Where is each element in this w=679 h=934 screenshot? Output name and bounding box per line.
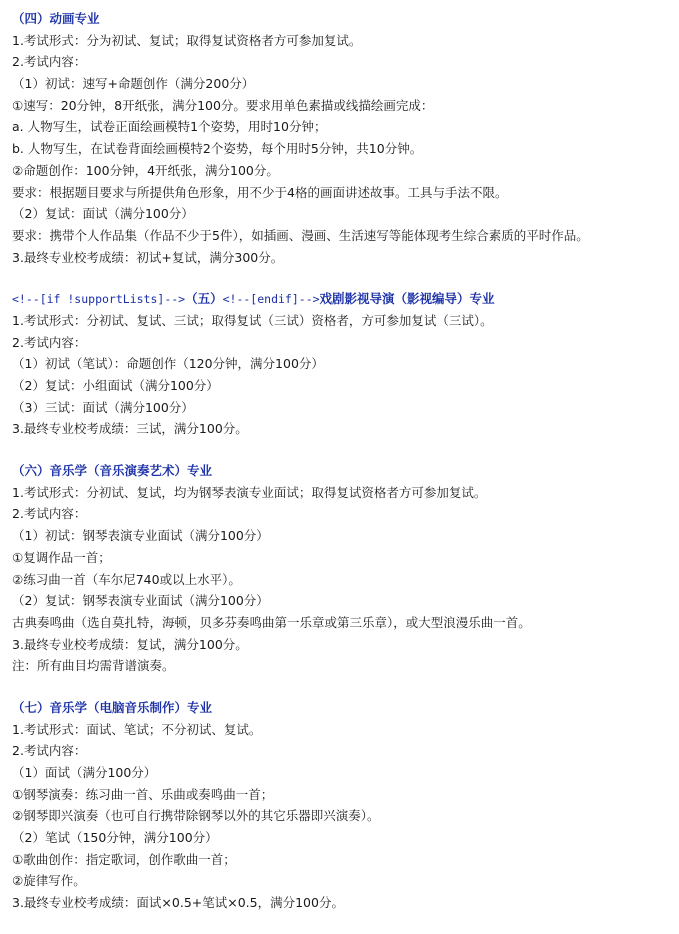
paragraph-line: （1）初试（笔试）：命题创作（120分钟，满分100分） — [12, 356, 324, 372]
paragraph-line: （2）笔试（150分钟，满分100分） — [12, 830, 218, 846]
paragraph-line: a. 人物写生，试卷正面绘画模特1个姿势，用时10分钟； — [12, 119, 327, 135]
section-heading-animation: （四）动画专业 — [12, 11, 100, 26]
paragraph-line: ②旋律写作。 — [12, 873, 86, 889]
paragraph-line: 3.最终专业校考成绩：复试，满分100分。 — [12, 636, 248, 652]
section-heading-music-performance: （六）音乐学（音乐演奏艺术）专业 — [12, 463, 213, 479]
section-heading-directing — [0, 288, 679, 310]
paragraph-line: b. 人物写生，在试卷背面绘画模特2个姿势，每个用时5分钟，共10分钟。 — [12, 141, 423, 157]
heading-number: （五） — [185, 291, 223, 307]
paragraph-line: 要求：根据题目要求与所提供角色形象，用不少于4格的画面讲述故事。工具与手法不限。 — [12, 184, 508, 200]
paragraph-line: 2.考试内容： — [12, 334, 87, 350]
paragraph-line: 1.考试形式：分为初试、复试；取得复试资格者方可参加复试。 — [12, 32, 362, 48]
heading-code-fragment: <!--[if !supportLists]--> — [12, 292, 186, 307]
paragraph-line: 2.考试内容： — [12, 743, 87, 759]
paragraph-line: 1.考试形式：分初试、复试、三试；取得复试（三试）资格者，方可参加复试（三试）。 — [12, 312, 493, 328]
paragraph-line: 要求：携带个人作品集（作品不少于5件），如插画、漫画、生活速写等能体现考生综合素质的平时作品。 — [12, 227, 589, 243]
paragraph-line: ①复调作品一首； — [12, 549, 111, 565]
paragraph-line: （1）面试（满分100分） — [12, 765, 157, 780]
paragraph-line: ②练习曲一首（车尔尼740或以上水平）。 — [12, 571, 241, 587]
paragraph-line: ①钢琴演奏：练习曲一首、乐曲或奏鸣曲一首； — [12, 786, 274, 802]
paragraph-line: （1）初试：钢琴表演专业面试（满分100分） — [12, 528, 269, 544]
paragraph-line: ②命题创作：100分钟，4开纸张，满分100分。 — [12, 162, 279, 178]
paragraph-spacer — [0, 440, 679, 460]
paragraph-line: （2）复试：面试（满分100分） — [12, 206, 194, 222]
paragraph-line: 3.最终专业校考成绩：面试×0.5+笔试×0.5，满分100分。 — [12, 895, 344, 911]
heading-text: 戏剧影视导演（影视编导）专业 — [319, 291, 495, 307]
paragraph-line: 2.考试内容： — [12, 506, 87, 522]
paragraph-line: 3.最终专业校考成绩：初试+复试，满分300分。 — [12, 249, 284, 265]
paragraph-line: 1.考试形式：分初试、复试，均为钢琴表演专业面试；取得复试资格者方可参加复试。 — [12, 484, 487, 500]
paragraph-line: 1.考试形式：面试、笔试；不分初试、复试。 — [12, 721, 262, 737]
paragraph-line: （3）三试：面试（满分100分） — [12, 399, 194, 415]
paragraph-line: （2）复试：钢琴表演专业面试（满分100分） — [12, 593, 269, 609]
paragraph-line: 古典奏鸣曲（选自莫扎特，海顿，贝多芬奏鸣曲第一乐章或第三乐章），或大型浪漫乐曲一首。 — [12, 614, 531, 630]
paragraph-line: 3.最终专业校考成绩：三试，满分100分。 — [12, 421, 248, 437]
paragraph-spacer — [0, 677, 679, 697]
paragraph-line: 2.考试内容： — [12, 54, 87, 70]
paragraph-line: （2）复试：小组面试（满分100分） — [12, 378, 219, 393]
section-heading-computer-music: （七）音乐学（电脑音乐制作）专业 — [12, 699, 213, 715]
paragraph-line: （1）初试：速写+命题创作（满分200分） — [12, 76, 255, 92]
paragraph-line: ②钢琴即兴演奏（也可自行携带除钢琴以外的其它乐器即兴演奏）。 — [12, 808, 380, 824]
paragraph-line: ①歌曲创作：指定歌词，创作歌曲一首； — [12, 851, 236, 867]
paragraph-spacer — [0, 268, 679, 288]
paragraph-line: 注：所有曲目均需背谱演奏。 — [12, 658, 175, 674]
heading-code-fragment: <!--[endif]--> — [222, 292, 320, 307]
paragraph-line: ①速写：20分钟，8开纸张，满分100分。要求用单色素描或线描绘画完成： — [12, 97, 434, 113]
